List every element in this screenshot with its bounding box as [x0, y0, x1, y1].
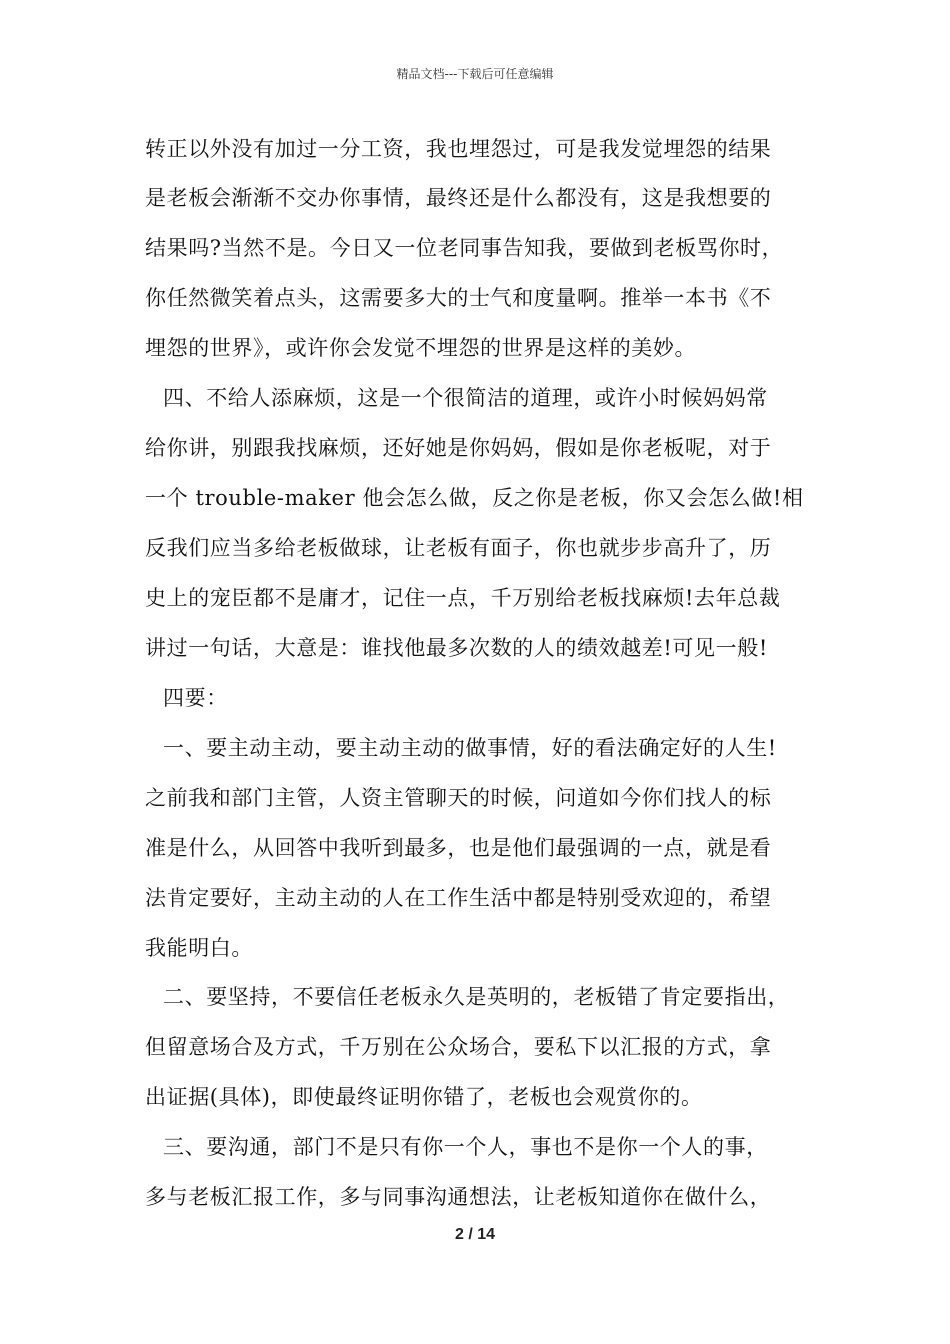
body-line: 三、要沟通，部门不是只有你一个人，事也不是你一个人的事，	[163, 1135, 768, 1159]
body-line: 给你讲，别跟我找麻烦，还好她是你妈妈，假如是你老板呢，对于	[145, 436, 772, 460]
body-line: 反我们应当多给老板做球，让老板有面子，你也就步步高升了，历	[145, 536, 772, 560]
body-line: 出证据(具体)，即使最终证明你错了，老板也会观赏你的。	[145, 1085, 703, 1109]
body-line: 史上的宠臣都不是庸才，记住一点，千万别给老板找麻烦!去年总裁	[145, 586, 781, 610]
body-line: 我能明白。	[145, 936, 253, 960]
body-line: 埋怨的世界》，或许你会发觉不埋怨的世界是这样的美妙。	[145, 336, 697, 360]
page-number: 2 / 14	[454, 1226, 496, 1243]
body-line: 法肯定要好，主动主动的人在工作生活中都是特别受欢迎的，希望	[145, 886, 772, 910]
body-line: 你任然微笑着点头，这需要多大的士气和度量啊。推举一本书《不	[145, 286, 772, 310]
body-line: 是老板会渐渐不交办你事情，最终还是什么都没有，这是我想要的	[145, 186, 772, 210]
body-line: 准是什么，从回答中我听到最多，也是他们最强调的一点，就是看	[145, 836, 772, 860]
body-line: 一、要主动主动，要主动主动的做事情，好的看法确定好的人生!	[163, 736, 777, 760]
body-line: 讲过一句话，大意是：谁找他最多次数的人的绩效越差!可见一般!	[145, 636, 768, 660]
body-line: 结果吗?当然不是。今日又一位老同事告知我，要做到老板骂你时，	[145, 236, 784, 260]
body-line: 多与老板汇报工作，多与同事沟通想法，让老板知道你在做什么，	[145, 1185, 772, 1209]
body-line: 二、要坚持，不要信任老板永久是英明的，老板错了肯定要指出，	[163, 985, 790, 1009]
body-line: 转正以外没有加过一分工资，我也埋怨过，可是我发觉埋怨的结果	[145, 137, 772, 161]
body-line: 之前我和部门主管，人资主管聊天的时候，问道如今你们找人的标	[145, 786, 772, 810]
body-line: 四、不给人添麻烦，这是一个很简洁的道理，或许小时候妈妈常	[163, 386, 768, 410]
body-line: 但留意场合及方式，千万别在公众场合，要私下以汇报的方式，拿	[145, 1035, 772, 1059]
page-header: 精品文档---下载后可任意编辑	[396, 67, 554, 81]
body-line: 四要：	[163, 686, 228, 710]
body-line: 一个 trouble-maker 他会怎么做，反之你是老板，你又会怎么做!相	[145, 486, 804, 510]
